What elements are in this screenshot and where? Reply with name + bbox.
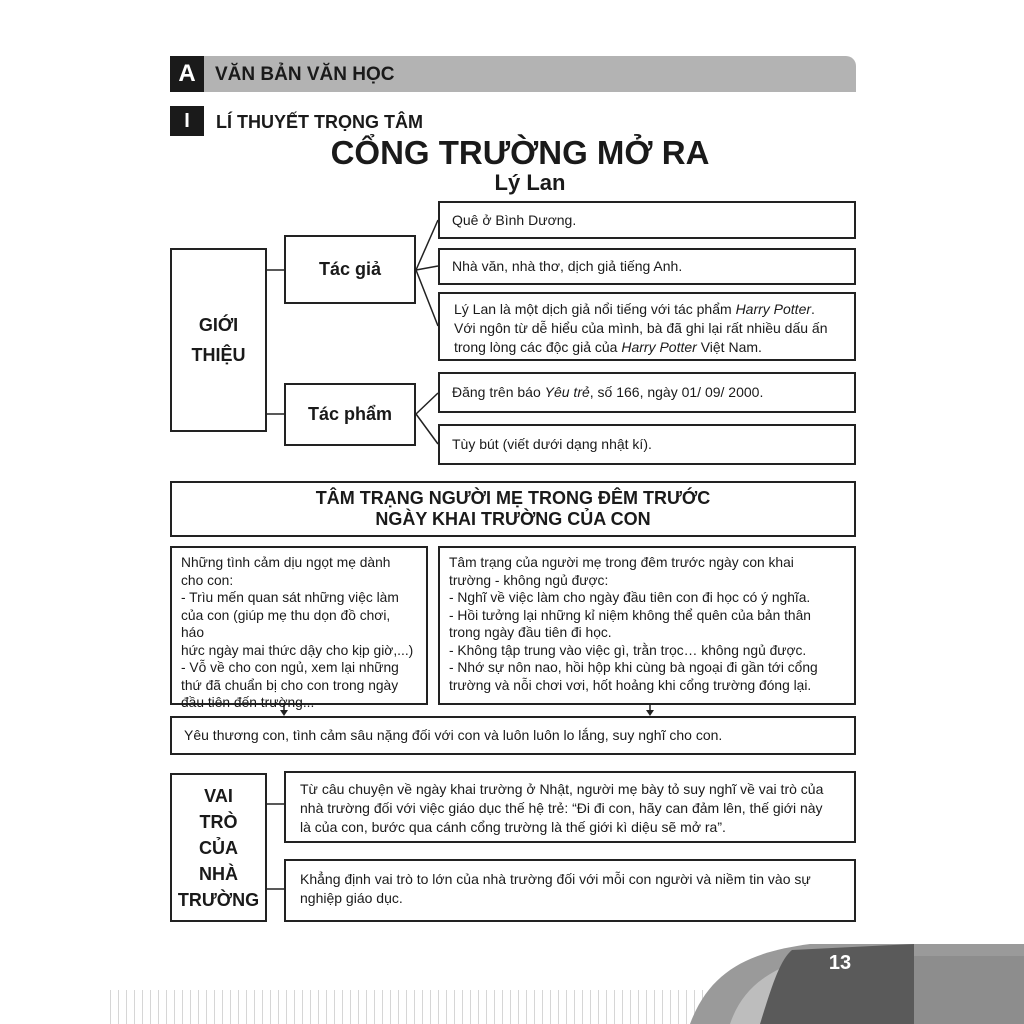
role-box-2 xyxy=(284,859,856,922)
role-label-line: CỦA xyxy=(199,837,238,858)
role-box1-line: nhà trường đối với việc giáo dục thế hệ trẻ: “Đi đi con, hãy can đảm lên, thế giới này xyxy=(300,800,823,816)
tac-gia-item-line xyxy=(454,338,840,357)
intro-label-box xyxy=(170,248,267,432)
tac-pham-item-text xyxy=(452,383,763,402)
mood-left-line: - Trìu mến quan sát những việc làm xyxy=(181,590,399,605)
mood-left-line: hức ngày mai thức dậy cho kịp giờ,...) xyxy=(181,642,414,658)
tac-pham-item-text: Tùy bút (viết dưới dạng nhật kí). xyxy=(452,436,652,453)
role-box2-line: Khẳng định vai trò to lớn của nhà trường đối với mỗi con người và niềm tin vào sự xyxy=(300,871,811,887)
subsection-letter: I xyxy=(170,106,204,136)
role-label-line: TRÒ xyxy=(199,811,238,832)
mood-left-line: của con (giúp mẹ thu dọn đồ chơi, háo xyxy=(181,607,391,640)
role-label-line: TRƯỜNG xyxy=(177,889,260,910)
mood-left-line: cho con: xyxy=(181,572,234,588)
footer-pattern xyxy=(110,990,710,1024)
text-span: Việt Nam. xyxy=(696,339,762,355)
tac-gia-item xyxy=(438,248,856,285)
mood-right-box xyxy=(438,546,856,705)
mood-conclusion xyxy=(170,716,856,755)
tac-gia-item-line: Với ngôn từ dễ hiểu của mình, bà đã ghi lại rất nhiều dấu ấn xyxy=(454,320,828,336)
subsection-title: LÍ THUYẾT TRỌNG TÂM xyxy=(216,112,423,132)
text-span: Lý Lan là một dịch giả nổi tiếng với tác phẩm xyxy=(454,301,736,317)
author-name: Lý Lan xyxy=(494,170,566,195)
mood-right-line: - Nghĩ về việc làm cho ngày đầu tiên con đi học có ý nghĩa. xyxy=(449,590,811,605)
tac-gia-label: Tác giả xyxy=(284,235,416,304)
mood-right-line: Tâm trạng của người mẹ trong đêm trước ngày con khai xyxy=(449,555,794,570)
intro-label-line: THIỆU xyxy=(191,345,246,365)
text-span: Đăng trên báo xyxy=(452,384,545,401)
mood-left-line: đầu tiên đến trường... xyxy=(181,695,315,710)
tac-pham-item xyxy=(438,424,856,465)
mood-right-line: trường và nỗi chơi vơi, hốt hoảng khi cổng trường đóng lại. xyxy=(449,677,812,693)
mood-conclusion-text: Yêu thương con, tình cảm sâu nặng đối với con và luôn luôn lo lắng, suy nghĩ cho con. xyxy=(184,727,723,744)
tac-gia-item xyxy=(438,201,856,239)
tac-gia-item xyxy=(438,292,856,361)
role-box1-line: là của con, bước qua cánh cổng trường là thế giới kì diệu sẽ mở ra”. xyxy=(300,819,726,835)
work-title: Harry Potter xyxy=(621,339,697,355)
mood-header xyxy=(170,481,856,537)
role-label-line: VAI xyxy=(204,785,233,806)
mood-right-line: trường - không ngủ được: xyxy=(449,572,609,588)
role-label-box xyxy=(170,773,267,922)
mood-left-line: thứ đã chuẩn bị cho con trong ngày xyxy=(181,677,399,693)
text-span: , số 166, ngày 01/ 09/ 2000. xyxy=(589,384,764,401)
mood-right-line: - Không tập trung vào việc gì, trằn trọc… không ngủ được. xyxy=(449,642,807,658)
page-number: 13 xyxy=(828,952,852,974)
mood-left-line: - Vỗ về cho con ngủ, xem lại những xyxy=(181,660,399,675)
mood-header-line: NGÀY KHAI TRƯỜNG CỦA CON xyxy=(375,509,651,529)
tac-pham-item xyxy=(438,372,856,413)
newspaper-title: Yêu trẻ xyxy=(544,384,590,401)
tac-gia-item-text: Quê ở Bình Dương. xyxy=(452,211,577,228)
tac-gia-item-line xyxy=(454,300,840,319)
role-box1-line: Từ câu chuyện về ngày khai trường ở Nhật, người mẹ bày tỏ suy nghĩ về vai trò của xyxy=(300,781,824,797)
mood-right-line: - Hồi tưởng lại những kỉ niệm không thể quên của bản thân xyxy=(449,607,811,623)
page-corner-decoration xyxy=(680,930,1024,1024)
work-title: Harry Potter xyxy=(735,301,812,317)
tac-gia-item-text: Nhà văn, nhà thơ, dịch giả tiếng Anh. xyxy=(452,258,683,275)
role-box-1 xyxy=(284,771,856,843)
intro-label-line: GIỚI xyxy=(198,315,239,335)
mood-left-line: Những tình cảm dịu ngọt mẹ dành xyxy=(181,555,391,570)
section-letter: A xyxy=(170,56,204,92)
mood-header-line: TÂM TRẠNG NGƯỜI MẸ TRONG ĐÊM TRƯỚC xyxy=(315,488,711,508)
page-title: CỔNG TRƯỜNG MỞ RA xyxy=(330,134,710,171)
section-title: VĂN BẢN VĂN HỌC xyxy=(215,64,395,85)
text-span: . xyxy=(811,301,815,317)
tac-pham-label: Tác phẩm xyxy=(284,383,416,446)
text-span: trong lòng các độc giả của xyxy=(454,339,622,355)
role-label-line: NHÀ xyxy=(199,863,238,884)
role-box2-line: nghiệp giáo dục. xyxy=(300,890,403,906)
mood-right-line: trong ngày đầu tiên đi học. xyxy=(449,625,612,640)
mood-right-line: - Nhớ sự nôn nao, hồi hộp khi cùng bà ngoại đi gần tới cổng xyxy=(449,660,818,675)
mood-left-box xyxy=(170,546,428,710)
